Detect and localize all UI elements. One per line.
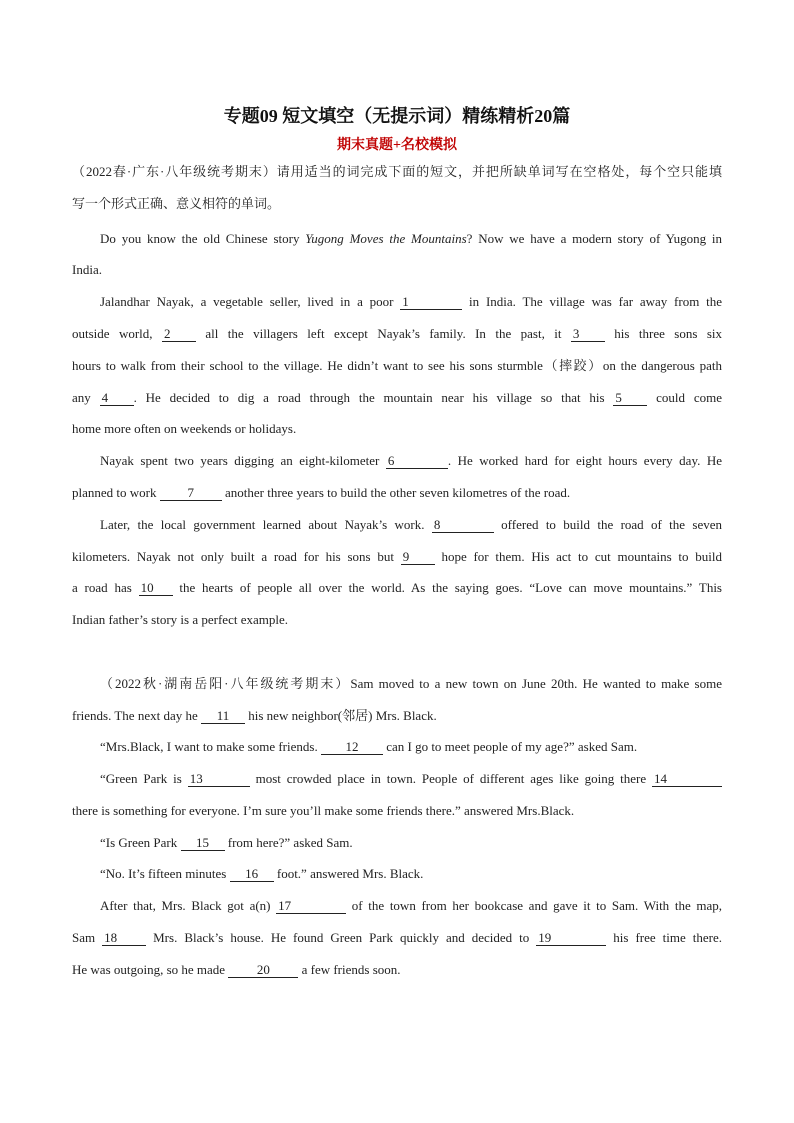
- blank-4[interactable]: 4: [100, 391, 134, 406]
- passage1-para2-line5: home more often on weekends or holidays.: [72, 421, 297, 436]
- passage1-para2-line3: hours to walk from their school to the village. He didn’t want to see his sons sturmble（摔跤）on the dangerous path: [72, 358, 722, 373]
- blank-1[interactable]: 1: [400, 295, 462, 310]
- document-subtitle: 期末真题+名校模拟: [337, 138, 457, 153]
- passage2-para1-line2: friends. The next day he 11 his new neighbor(邻居) Mrs. Black.: [72, 708, 437, 723]
- passage1-instruction-line1: [72, 164, 722, 180]
- blank-19[interactable]: 19: [536, 931, 606, 946]
- passage1-para3-line1: Nayak spent two years digging an eight-kilometer 6 . He worked hard for eight hours every day. He: [100, 453, 722, 468]
- passage1-instruction-line2: 写一个形式正确、意义相符的单词。: [72, 196, 281, 211]
- blank-20[interactable]: 20: [228, 963, 298, 978]
- passage2-para1-line1: （2022秋·湖南岳阳·八年级统考期末）Sam moved to a new town on June 20th. He wanted to make some: [100, 676, 722, 691]
- passage1-instruction: 请用适当的词完成下面的短文，并把所缺单词写在空格处，每个空只能填: [276, 164, 722, 179]
- passage2-para3-line2: there is something for everyone. I’m sure you’ll make some friends there.” answered Mrs.Black.: [72, 803, 575, 818]
- blank-15[interactable]: 15: [181, 836, 225, 851]
- blank-7[interactable]: 7: [160, 486, 222, 501]
- passage1-para2-line2: outside world, 2 all the villagers left except Nayak’s family. In the past, it 3 his three sons six: [72, 326, 722, 341]
- blank-11[interactable]: 11: [201, 709, 245, 724]
- passage2-para6-line3: He was outgoing, so he made 20 a few friends soon.: [72, 962, 401, 977]
- passage2-para2: “Mrs.Black, I want to make some friends. 12 can I go to meet people of my age?” asked Sam.: [100, 739, 638, 754]
- blank-8[interactable]: 8: [432, 518, 494, 533]
- blank-14[interactable]: 14: [652, 772, 722, 787]
- passage1-para1-line1: Do you know the old Chinese story Yugong Moves the Mountains? Now we have a modern story of Yugong in: [100, 231, 722, 246]
- passage1-para3-line2: planned to work 7 another three years to build the other seven kilometres of the road.: [72, 485, 571, 500]
- passage2-source: （2022秋·湖南岳阳·八年级统考期末）: [100, 676, 351, 691]
- passage1-para4-line3: a road has 10 the hearts of people all over the world. As the saying goes. “Love can move mountains.” This: [72, 580, 722, 595]
- blank-9[interactable]: 9: [401, 550, 435, 565]
- blank-3[interactable]: 3: [571, 327, 605, 342]
- passage1-source: （2022春·广东·八年级统考期末）: [72, 164, 277, 179]
- passage2-para5: “No. It’s fifteen minutes 16 foot.” answered Mrs. Black.: [100, 866, 424, 881]
- blank-13[interactable]: 13: [188, 772, 250, 787]
- blank-10[interactable]: 10: [139, 581, 173, 596]
- passage1-para4-line1: Later, the local government learned about Nayak’s work. 8 offered to build the road of the seven: [100, 517, 723, 532]
- passage1-para1-line2: India.: [72, 262, 102, 277]
- passage2-para4: “Is Green Park 15 from here?” asked Sam.: [100, 835, 353, 850]
- document-title: 专题09 短文填空（无提示词）精练精析20篇: [223, 106, 571, 126]
- passage1-para2-line4: any 4 . He decided to dig a road through the mountain near his village so that his 5 could come: [72, 390, 722, 405]
- passage1-para4-line2: kilometers. Nayak not only built a road for his sons but 9 hope for them. His act to cut mountains to build: [72, 549, 722, 564]
- passage1-para4-line4: Indian father’s story is a perfect example.: [72, 612, 288, 627]
- blank-5[interactable]: 5: [613, 391, 647, 406]
- blank-6[interactable]: 6: [386, 454, 448, 469]
- passage2-para6-line1: After that, Mrs. Black got a(n) 17 of the town from her bookcase and gave it to Sam. With the map,: [100, 898, 722, 913]
- blank-17[interactable]: 17: [276, 899, 346, 914]
- passage2-para6-line2: Sam 18 Mrs. Black’s house. He found Green Park quickly and decided to 19 his free time there.: [72, 930, 722, 945]
- passage2-para3-line1: “Green Park is 13 most crowded place in town. People of different ages like going there 14: [100, 771, 722, 787]
- blank-18[interactable]: 18: [102, 931, 146, 946]
- story-title: Yugong Moves the Mountains: [305, 231, 467, 246]
- blank-16[interactable]: 16: [230, 867, 274, 882]
- blank-2[interactable]: 2: [162, 327, 196, 342]
- passage1-para2-line1: Jalandhar Nayak, a vegetable seller, lived in a poor 1 in India. The village was far away from the: [100, 294, 722, 309]
- blank-12[interactable]: 12: [321, 740, 383, 755]
